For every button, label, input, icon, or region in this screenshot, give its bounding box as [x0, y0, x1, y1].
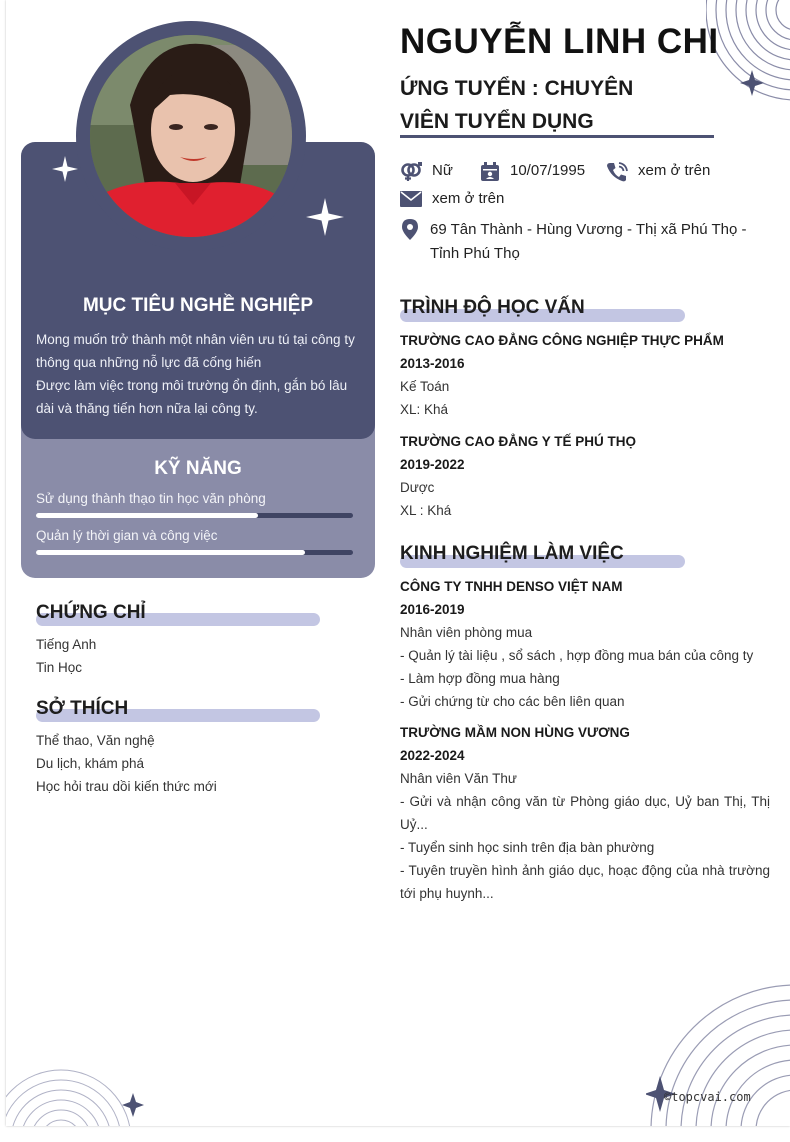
- birthday-value: 10/07/1995: [510, 162, 586, 179]
- education-title: TRÌNH ĐỘ HỌC VẤN: [400, 297, 585, 318]
- job-title-line-2: VIÊN TUYỂN DỤNG: [400, 110, 594, 133]
- decor-arcs-left-icon: [6, 1065, 156, 1126]
- certificates-title: CHỨNG CHỈ: [36, 602, 146, 623]
- company-years: 2016-2019: [400, 602, 465, 617]
- skill-bar-fill: [36, 513, 258, 518]
- birthday-info: [480, 162, 585, 182]
- address-value: 69 Tân Thành - Hùng Vương - Thị xã Phú Thọ - Tỉnh Phú Thọ: [430, 221, 747, 262]
- objective-text-2: Được làm việc trong môi trường ổn định, gắn bó lâu dài và thăng tiến hơn nữa lại công ty.: [36, 378, 348, 416]
- gender-value: Nữ: [432, 162, 453, 179]
- school-major: Dược: [400, 480, 435, 495]
- school-years: 2019-2022: [400, 457, 465, 472]
- job-title-line-1: ỨNG TUYỂN : CHUYÊN: [400, 77, 634, 100]
- experience-entry: [400, 575, 770, 713]
- sparkle-icon: [52, 156, 78, 182]
- phone-icon: [606, 162, 628, 182]
- certificate-item: Tiếng Anh: [36, 637, 97, 652]
- job-duty: - Tuyển sinh học sinh trên địa bàn phường: [400, 840, 655, 855]
- address-info: [400, 218, 772, 266]
- watermark: ©topcvai.com: [664, 1090, 751, 1104]
- objective-title: MỤC TIÊU NGHỀ NGHIỆP: [82, 295, 314, 316]
- job-role: Nhân viên phòng mua: [400, 625, 533, 640]
- job-duty: - Tuyên truyền hình ảnh giáo dục, hoạc động của nhà trường tới phụ huynh...: [400, 863, 770, 901]
- education-entry: [400, 430, 770, 522]
- job-duty: - Làm hợp đồng mua hàng: [400, 671, 560, 686]
- school-grade: XL : Khá: [400, 503, 452, 518]
- hobbies-title: SỞ THÍCH: [36, 698, 129, 719]
- skill-bar-fill: [36, 550, 305, 555]
- job-duty: - Gửi chứng từ cho các bên liên quan: [400, 694, 625, 709]
- company-years: 2022-2024: [400, 748, 465, 763]
- school-major: Kế Toán: [400, 379, 450, 394]
- job-duty: - Gửi và nhận công văn từ Phòng giáo dục, Uỷ ban Thị, Thị Uỷ...: [400, 794, 770, 832]
- location-icon: [400, 219, 420, 241]
- school-name: TRƯỜNG CAO ĐẲNG Y TẾ PHÚ THỌ: [400, 434, 636, 449]
- job-duty: - Quản lý tài liệu , sổ sách , hợp đồng mua bán của công ty: [400, 648, 754, 663]
- calendar-icon: [480, 162, 500, 182]
- header-divider: [400, 135, 714, 138]
- certificate-item: Tin Học: [36, 660, 83, 675]
- objective-text-1: Mong muốn trở thành một nhân viên ưu tú tại công ty thông qua những nỗ lực đã cống hiến: [36, 332, 355, 370]
- cv-page: [6, 0, 790, 1126]
- hobby-item: Du lịch, khám phá: [36, 756, 145, 771]
- experience-entry: [400, 721, 770, 905]
- school-name: TRƯỜNG CAO ĐẲNG CÔNG NGHIỆP THỰC PHẨM: [400, 333, 724, 348]
- phone-info: [606, 162, 710, 182]
- school-years: 2013-2016: [400, 356, 465, 371]
- company-name: CÔNG TY TNHH DENSO VIỆT NAM: [400, 579, 623, 594]
- phone-value: xem ở trên: [638, 162, 711, 179]
- gender-info: [400, 162, 453, 182]
- email-info: [400, 190, 504, 208]
- school-grade: XL: Khá: [400, 402, 449, 417]
- skill-label: Quản lý thời gian và công việc: [36, 528, 218, 543]
- job-title: [400, 72, 710, 138]
- email-icon: [400, 190, 422, 208]
- education-entry: [400, 329, 770, 421]
- email-value: xem ở trên: [432, 190, 505, 207]
- skills-title: KỸ NĂNG: [154, 458, 242, 479]
- skill-bar: [36, 550, 353, 555]
- hobby-item: Thể thao, Văn nghệ: [36, 733, 155, 748]
- skill-label: Sử dụng thành thạo tin học văn phòng: [36, 491, 266, 506]
- skill-bar: [36, 513, 353, 518]
- candidate-name: NGUYỄN LINH CHI: [400, 22, 719, 61]
- gender-icon: [400, 162, 422, 182]
- objective-text: [36, 328, 362, 420]
- hobby-item: Học hỏi trau dồi kiến thức mới: [36, 779, 217, 794]
- job-role: Nhân viên Văn Thư: [400, 771, 517, 786]
- company-name: TRƯỜNG MẦM NON HÙNG VƯƠNG: [400, 725, 630, 740]
- avatar: [90, 35, 292, 237]
- experience-title: KINH NGHIỆM LÀM VIỆC: [400, 543, 624, 564]
- sparkle-large-icon: [306, 198, 344, 236]
